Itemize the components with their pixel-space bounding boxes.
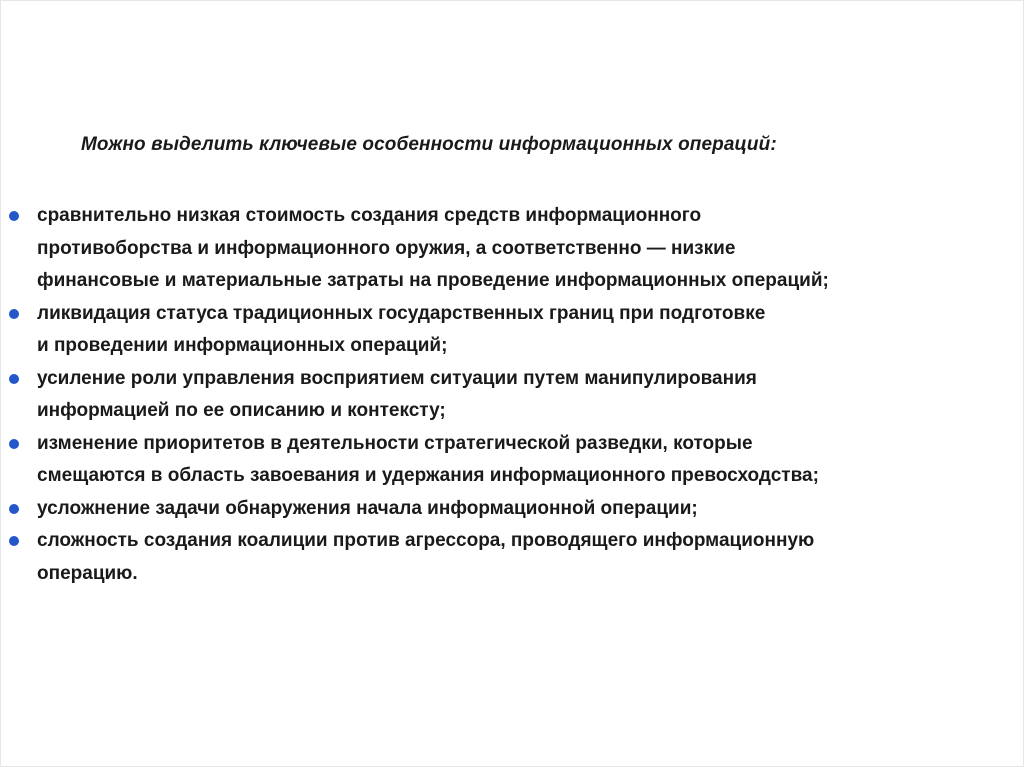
list-item-line: изменение приоритетов в деятельности стратегической разведки, которые xyxy=(37,432,753,454)
list-item-line: усложнение задачи обнаружения начала информационной операции; xyxy=(37,497,698,519)
list-item xyxy=(1,298,829,363)
list-item xyxy=(1,493,829,526)
list-item xyxy=(1,428,829,493)
list-item-line: и проведении информационных операций; xyxy=(37,335,448,356)
list-item xyxy=(1,200,829,298)
bullet-dot-icon xyxy=(9,536,19,546)
bullet-dot-icon xyxy=(9,439,19,449)
list-item-line: ликвидация статуса традиционных государственных границ при подготовке xyxy=(37,302,766,324)
list-item xyxy=(1,363,829,428)
list-item-line: сравнительно низкая стоимость создания средств информационного xyxy=(37,205,702,226)
feature-list xyxy=(1,200,829,590)
list-item-line: информацией по ее описанию и контексту; xyxy=(37,400,446,421)
slide-heading: Можно выделить ключевые особенности информационных операций: xyxy=(81,134,777,155)
bullet-dot-icon xyxy=(9,374,19,384)
list-item-line: смещаются в область завоевания и удержания информационного превосходства; xyxy=(37,465,819,486)
list-item-line: сложность создания коалиции против агрессора, проводящего информационную xyxy=(37,530,815,551)
list-item-line: противоборства и информационного оружия, а соответственно — низкие xyxy=(37,237,736,259)
list-item-line: усиление роли управления восприятием ситуации путем манипулирования xyxy=(37,367,757,389)
bullet-dot-icon xyxy=(9,211,19,221)
list-item-line: финансовые и материальные затраты на проведение информационных операций; xyxy=(37,270,829,291)
bullet-dot-icon xyxy=(9,504,19,514)
list-item-line: операцию. xyxy=(37,562,138,584)
bullet-dot-icon xyxy=(9,309,19,319)
list-item xyxy=(1,525,829,590)
